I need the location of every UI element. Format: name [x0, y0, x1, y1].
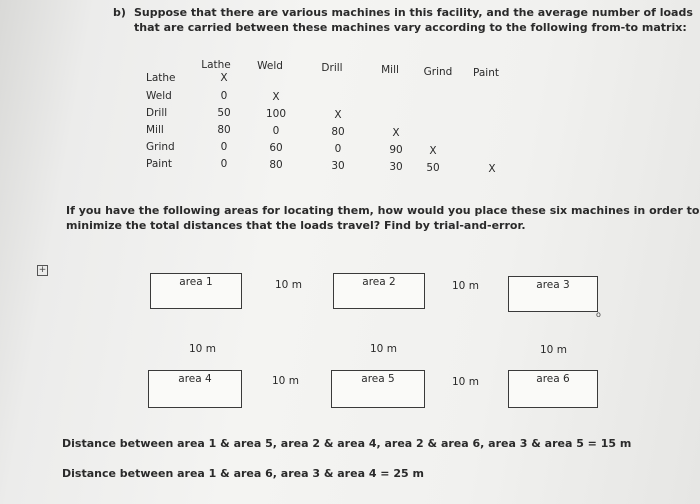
area-label-2: area 2	[362, 276, 396, 288]
matrix-cell: X	[334, 109, 342, 121]
area-label-4: area 4	[178, 373, 212, 385]
matrix-cell: 80	[269, 159, 283, 171]
matrix-col-header: Paint	[473, 67, 499, 79]
area-label-5: area 5	[361, 373, 395, 385]
distance-note-1: Distance between area 1 & area 5, area 2 & area 4, area 2 & area 6, area 3 & area 5 = 15 m	[62, 437, 632, 450]
distance-note-2: Distance between area 1 & area 6, area 3 & area 4 = 25 m	[62, 467, 424, 480]
matrix-row-label: Paint	[146, 158, 172, 170]
area-box-3	[508, 276, 598, 312]
distance-vertical-3: 10 m	[540, 344, 567, 356]
matrix-row-label: Lathe	[146, 72, 176, 84]
matrix-cell: 80	[331, 126, 345, 138]
matrix-cell: 0	[334, 143, 342, 155]
matrix-cell: X	[392, 127, 400, 139]
area-label-6: area 6	[536, 373, 570, 385]
matrix-cell: 0	[220, 90, 228, 102]
corner-mark: o	[596, 310, 601, 319]
matrix-cell: X	[429, 145, 437, 157]
question-line-1: Suppose that there are various machines in this facility, and the average number of loads	[134, 6, 693, 19]
matrix-col-header: Grind	[423, 66, 453, 78]
matrix-row-label: Drill	[146, 107, 168, 119]
area-label-3: area 3	[536, 279, 570, 291]
distance-bottom-2: 10 m	[452, 376, 479, 388]
distance-bottom-1: 10 m	[272, 375, 299, 387]
matrix-cell: X	[488, 163, 496, 175]
matrix-cell: 0	[220, 158, 228, 170]
matrix-cell: 50	[217, 107, 231, 119]
matrix-col-header: Weld	[257, 60, 283, 72]
distance-vertical-1: 10 m	[189, 343, 216, 355]
area-label-1: area 1	[179, 276, 213, 288]
question-line-2: that are carried between these machines vary according to the following from-to matrix:	[134, 21, 687, 34]
matrix-cell: 0	[272, 125, 280, 137]
prompt-line-1: If you have the following areas for locating them, how would you place these six machines in order to	[66, 204, 700, 217]
area-box-2	[333, 273, 425, 309]
matrix-col-header: Drill	[321, 62, 343, 74]
matrix-cell: 80	[217, 124, 231, 136]
area-box-5	[331, 370, 425, 408]
matrix-row-label: Grind	[146, 141, 175, 153]
matrix-cell: 0	[220, 141, 228, 153]
prompt-line-2: minimize the total distances that the loads travel? Find by trial-and-error.	[66, 219, 526, 232]
question-label: b)	[113, 6, 126, 19]
area-box-1	[150, 273, 242, 309]
distance-top-2: 10 m	[452, 280, 479, 292]
distance-vertical-2: 10 m	[370, 343, 397, 355]
matrix-cell: 30	[331, 160, 345, 172]
matrix-row-label: Weld	[146, 90, 172, 102]
expand-plus-icon[interactable]: +	[38, 265, 47, 275]
distance-top-1: 10 m	[275, 279, 302, 291]
matrix-cell: 60	[269, 142, 283, 154]
matrix-cell: 30	[389, 161, 403, 173]
area-box-4	[148, 370, 242, 408]
matrix-cell: 100	[265, 108, 287, 120]
matrix-cell: 50	[426, 162, 440, 174]
matrix-col-header: Mill	[381, 64, 399, 76]
matrix-row-label: Mill	[146, 124, 164, 136]
matrix-cell: X	[220, 72, 228, 84]
matrix-cell: 90	[389, 144, 403, 156]
matrix-col-header: Lathe	[201, 59, 231, 71]
matrix-cell: X	[272, 91, 280, 103]
area-box-6	[508, 370, 598, 408]
